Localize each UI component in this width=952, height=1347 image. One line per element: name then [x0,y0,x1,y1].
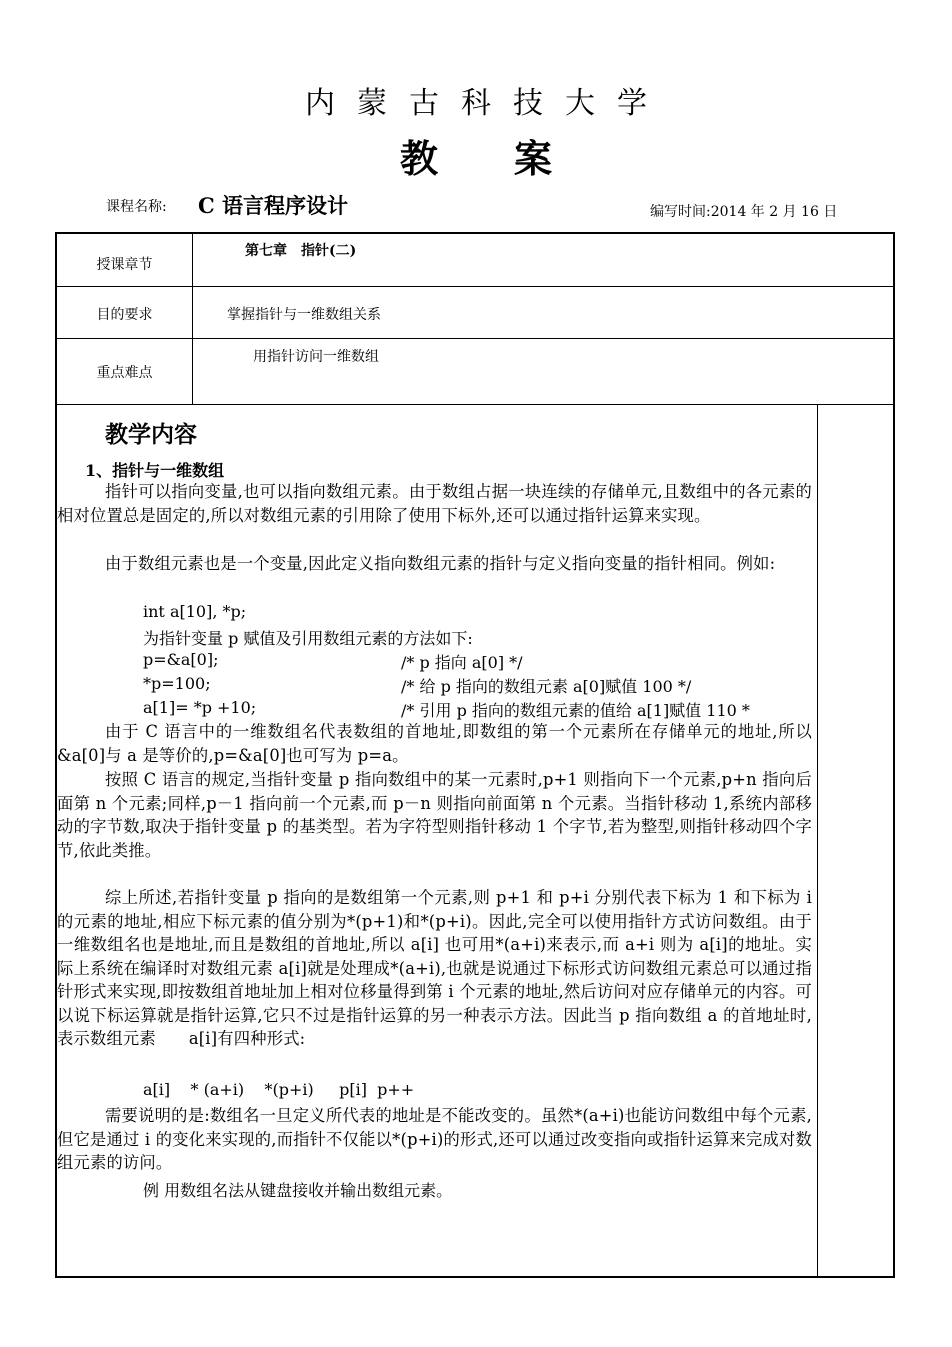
chapter-value: 第七章 指针(二) [245,243,357,259]
course-label: 课程名称: [106,199,167,215]
row-divider [57,286,893,287]
code-comment: /* p 指向 a[0] */ [401,653,523,672]
forms-line: a[i] * (a+i) *(p+i) p[i] p++ [143,1080,415,1099]
chapter-label: 授课章节 [96,257,153,273]
row-divider [57,338,893,339]
key-points-label: 重点难点 [96,365,153,381]
lesson-plan-table [55,232,895,1278]
row-divider [57,404,893,405]
key-points-value: 用指针访问一维数组 [253,349,379,365]
course-name: C 语言程序设计 [198,193,349,218]
paragraph: 综上所述,若指针变量 p 指向的是数组第一个元素,则 p+1 和 p+i 分别代表下标为 1 和下标为 i 的元素的地址,相应下标元素的值分别为*(p+1)和*(p+i)。因此,完全可以使用指针方式访问数组。由于一维数组名也是地址,而且是数组的首地址,所以 a[i] 也可用*(a+i)来表示,而 a+i 则为 a[i]的地址。实际上系统在编译时对数组元素 a[i]就是处理成*(a+i),也就是说通过下标形式访问数组元素总可以通过指针形式来实现,即按数组首地址加上相对位移量得到第 i 个元素的地址,然后访问对应存储单元的内容。可以说下标运算就是指针运算,它只不过是指针运算的另一种表示方法。因此当 p 指向数组 a 的首地址时,表示数组元素 a[i]有四种形式: [57,888,812,1048]
document-type-title [0,128,952,183]
doc-type-char-1: 教 [399,136,438,181]
paragraph: 由于 C 语言中的一维数组名代表数组的首地址,即数组的第一个元素所在存储单元的地址,所以&a[0]与 a 是等价的,p=&a[0]也可写为 p=a。 [57,722,812,765]
compose-date: 编写时间:2014 年 2 月 16 日 [650,204,838,220]
purpose-value: 掌握指针与一维数组关系 [227,307,381,323]
code-comment: /* 引用 p 指向的数组元素的值给 a[1]赋值 110 * [401,701,750,720]
purpose-label: 目的要求 [96,307,153,323]
section-heading: 1、指针与一维数组 [85,461,225,480]
code-line: int a[10], *p; [143,602,247,621]
code-line: p=&a[0]; [143,650,219,669]
paragraph: 需要说明的是:数组名一旦定义所代表的地址是不能改变的。虽然*(a+i)也能访问数组中每个元素,但它是通过 i 的变化来实现的,而指针不仅能以*(p+i)的形式,还可以通过改变指向或指针运算来完成对数组元素的访问。 [57,1106,812,1172]
content-title: 教学内容 [105,421,197,448]
university-title: 内蒙古科技大学 [305,86,669,121]
example-line: 例 用数组名法从键盘接收并输出数组元素。 [143,1181,453,1200]
paragraph: 按照 C 语言的规定,当指针变量 p 指向数组中的某一元素时,p+1 则指向下一个元素,p+n 指向后面第 n 个元素;同样,p－1 指向前一个元素,而 p－n 则指向前面第 n 个元素。当指针移动 1,系统内部移动的字节数,取决于指针变量 p 的基类型。若为字符型则指针移动 1 个字节,若为整型,则指针移动四个字节,依此类推。 [57,770,812,860]
code-line: *p=100; [143,674,211,693]
column-divider [817,404,818,1278]
paragraph: 由于数组元素也是一个变量,因此定义指向数组元素的指针与定义指向变量的指针相同。例如: [105,554,776,573]
column-divider [192,234,193,404]
paragraph: 指针可以指向变量,也可以指向数组元素。由于数组占据一块连续的存储单元,且数组中的各元素的相对位置总是固定的,所以对数组元素的引用除了使用下标外,还可以通过指针运算来实现。 [57,482,812,525]
code-line: a[1]= *p +10; [143,698,257,717]
code-comment: /* 给 p 指向的数组元素 a[0]赋值 100 */ [401,677,692,696]
code-line: 为指针变量 p 赋值及引用数组元素的方法如下: [143,629,473,648]
doc-type-char-2: 案 [514,136,553,181]
